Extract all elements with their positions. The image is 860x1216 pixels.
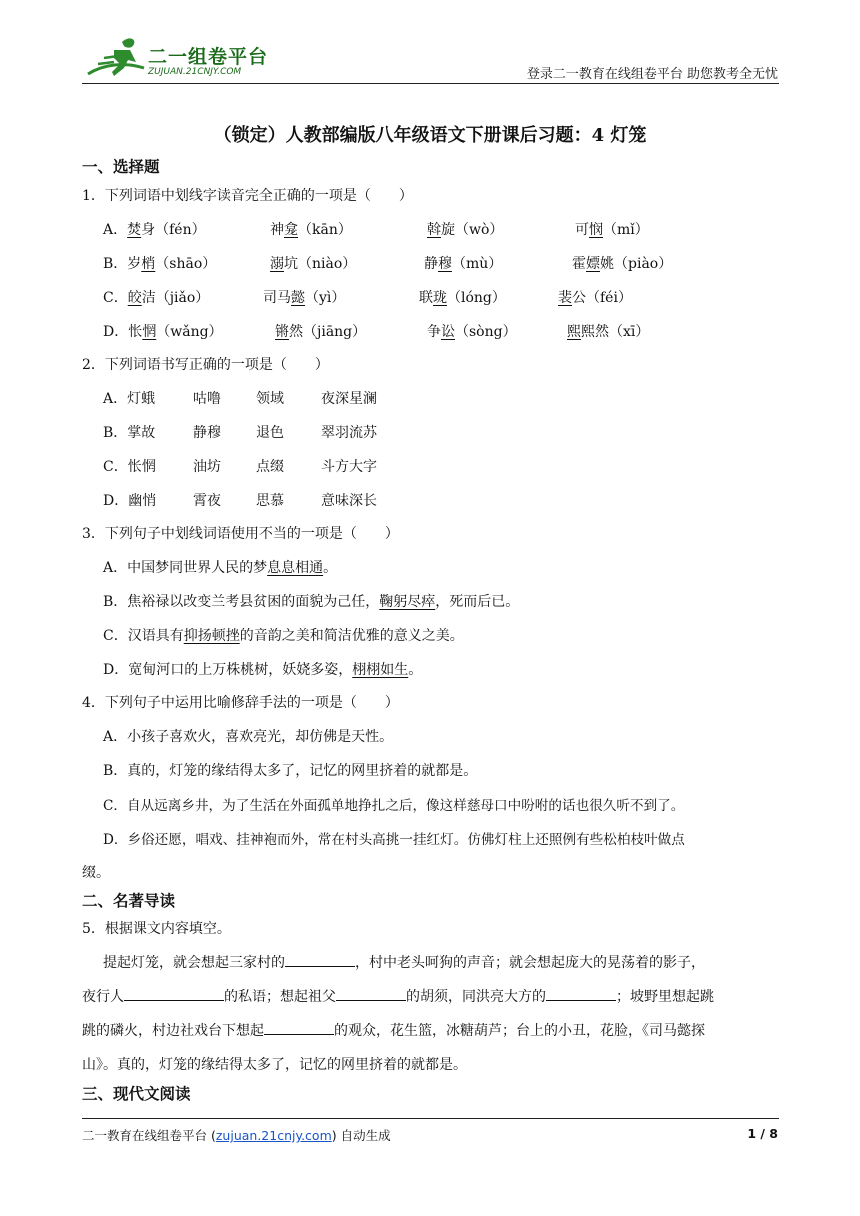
q4-option-c: C．自从远离乡井，为了生活在外面孤单地挣扎之后，像这样慈母口中吩咐的话也很久听不到了。 bbox=[103, 798, 685, 814]
footer-link[interactable]: zujuan.21cnjy.com bbox=[215, 1128, 332, 1143]
header-divider bbox=[82, 83, 779, 84]
q3-option-b: B．焦裕禄以改变兰考县贫困的面貌为己任，鞠躬尽瘁，死而后已。 bbox=[103, 594, 520, 610]
page-number: 1 / 8 bbox=[747, 1126, 778, 1141]
q3-option-a: A．中国梦同世界人民的梦息息相通。 bbox=[103, 560, 338, 576]
blank-2[interactable] bbox=[124, 986, 224, 1001]
question-1-stem: 1．下列词语中划线字读音完全正确的一项是（ ） bbox=[82, 188, 413, 204]
footer-source: 二一教育在线组卷平台 (zujuan.21cnjy.com) 自动生成 bbox=[82, 1128, 391, 1143]
q2-option-d-word3: 思慕 bbox=[256, 493, 284, 509]
logo-subtitle: ZUJUAN.21CNJY.COM bbox=[148, 67, 242, 77]
q1-option-d: D．怅惘（wǎng） bbox=[103, 324, 223, 340]
footer-divider bbox=[82, 1118, 779, 1119]
blank-4[interactable] bbox=[546, 986, 616, 1001]
q1-option-b: B．岁梢（shāo） bbox=[103, 256, 217, 272]
logo-text: 二一组卷平台 bbox=[148, 46, 269, 68]
q3-option-c: C．汉语具有抑扬顿挫的音韵之美和简洁优雅的意义之美。 bbox=[103, 628, 464, 644]
q1-option-a-word4: 可悯（mǐ） bbox=[575, 222, 649, 238]
q4-option-d: D．乡俗还愿，唱戏、挂神袍而外，常在村头高挑一挂红灯。仿佛灯柱上还照例有些松柏枝叶做点 bbox=[103, 832, 685, 848]
q1-option-c-word4: 裴公（féi） bbox=[558, 290, 632, 306]
q5-line-2: 夜行人 的私语；想起祖父 的胡须，同洪亮大方的 ；坡野里想起跳 bbox=[82, 986, 714, 1006]
q1-option-b-word4: 霍嫖姚（piào） bbox=[572, 256, 673, 272]
q2-option-c-word3: 点缀 bbox=[256, 459, 284, 475]
q2-option-b-word3: 退色 bbox=[256, 425, 284, 441]
q1-option-c: C．皎洁（jiǎo） bbox=[103, 290, 210, 306]
q2-option-b-word4: 翠羽流苏 bbox=[321, 425, 377, 441]
q2-option-d-word2: 霄夜 bbox=[193, 493, 221, 509]
page-title: （锁定）人教部编版八年级语文下册课后习题：4 灯笼 bbox=[213, 125, 647, 146]
question-5-stem: 5．根据课文内容填空。 bbox=[82, 921, 231, 937]
q4-option-a: A．小孩子喜欢火，喜欢亮光，却仿佛是天性。 bbox=[103, 729, 394, 745]
header-slogan: 登录二一教育在线组卷平台 助您教考全无忧 bbox=[526, 67, 778, 82]
q5-line-1: 提起灯笼，就会想起三家村的 ，村中老头呵狗的声音；就会想起庞大的晃荡着的影子， bbox=[103, 952, 705, 972]
q2-option-c-word2: 油坊 bbox=[193, 459, 221, 475]
question-4-stem: 4．下列句子中运用比喻修辞手法的一项是（ ） bbox=[82, 695, 399, 711]
q2-option-b: B．掌故 bbox=[103, 425, 156, 441]
question-3-stem: 3．下列句子中划线词语使用不当的一项是（ ） bbox=[82, 526, 399, 542]
q2-option-d-word4: 意味深长 bbox=[321, 493, 377, 509]
q5-line-4: 山》。真的，灯笼的缘结得太多了，记忆的网里挤着的就都是。 bbox=[82, 1057, 467, 1073]
q1-option-a: A．焚身（fén） bbox=[103, 222, 206, 238]
q1-option-c-word3: 联珑（lóng） bbox=[419, 290, 506, 306]
q2-option-a-word3: 领域 bbox=[256, 391, 284, 407]
blank-3[interactable] bbox=[336, 986, 406, 1001]
q2-option-a-word4: 夜深星澜 bbox=[321, 391, 377, 407]
q4-option-d-cont: 缀。 bbox=[82, 865, 110, 881]
q1-option-d-word4: 熙熙然（xī） bbox=[567, 324, 650, 340]
q2-option-a: A．灯蛾 bbox=[103, 391, 156, 407]
question-2-stem: 2．下列词语书写正确的一项是（ ） bbox=[82, 357, 329, 373]
q1-option-b-word2: 溺坑（niào） bbox=[270, 256, 357, 272]
q3-option-d: D．宽甸河口的上万株桃树，妖娆多姿，栩栩如生。 bbox=[103, 662, 423, 678]
q2-option-c: C．怅惘 bbox=[103, 459, 156, 475]
q2-option-d: D．幽悄 bbox=[103, 493, 157, 509]
q4-option-b: B．真的，灯笼的缘结得太多了，记忆的网里挤着的就都是。 bbox=[103, 763, 478, 779]
q1-option-d-word3: 争讼（sòng） bbox=[427, 324, 517, 340]
q2-option-c-word4: 斗方大字 bbox=[321, 459, 377, 475]
blank-1[interactable] bbox=[285, 952, 355, 967]
q1-option-c-word2: 司马懿（yì） bbox=[263, 290, 346, 306]
q2-option-b-word2: 静穆 bbox=[193, 425, 221, 441]
section-heading-choice: 一、选择题 bbox=[82, 157, 160, 176]
q1-option-b-word3: 静穆（mù） bbox=[424, 256, 503, 272]
q1-option-a-word2: 神龛（kān） bbox=[270, 222, 352, 238]
blank-5[interactable] bbox=[264, 1020, 334, 1035]
section-heading-classics: 二、名著导读 bbox=[82, 891, 176, 910]
q2-option-a-word2: 咕噜 bbox=[193, 391, 221, 407]
section-heading-reading: 三、现代文阅读 bbox=[82, 1084, 191, 1103]
q1-option-d-word2: 锵然（jiāng） bbox=[275, 324, 367, 340]
q5-line-3: 跳的磷火，村边社戏台下想起 的观众，花生篮，冰糖葫芦；台上的小丑，花脸，《司马懿探 bbox=[82, 1020, 705, 1040]
q1-option-a-word3: 斡旋（wò） bbox=[427, 222, 504, 238]
